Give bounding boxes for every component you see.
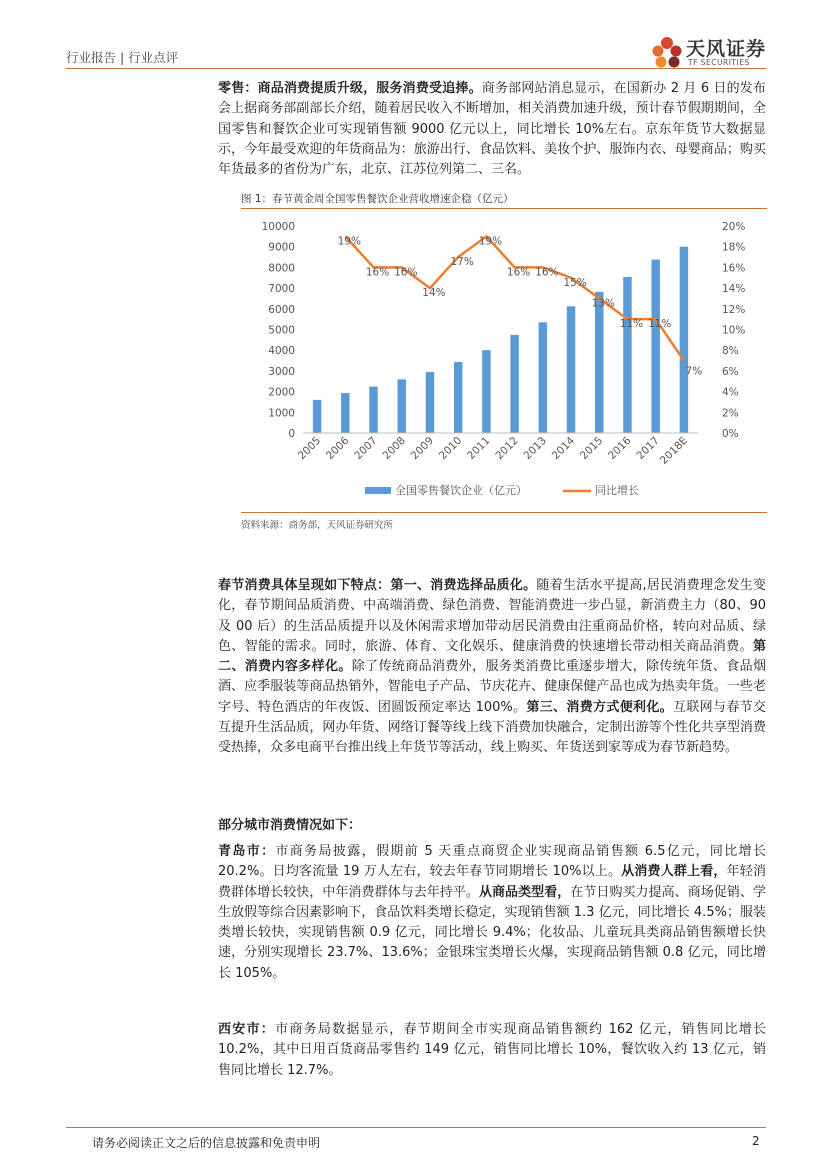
right-axis-tick: 16% [722, 262, 746, 275]
bar-2012 [510, 335, 518, 433]
right-axis-tick: 20% [722, 221, 746, 233]
growth-label-2011: 19% [478, 235, 503, 248]
right-axis-tick: 14% [722, 283, 746, 296]
x-tick-label: 2008 [380, 434, 408, 463]
x-tick-label: 2005 [295, 434, 324, 463]
header-divider [66, 68, 766, 69]
qingdao-lead-2: 从消费人群上看， [621, 864, 727, 880]
legend-bar-label: 全国零售餐饮企业（亿元） [395, 484, 527, 497]
growth-label-2017: 11% [648, 318, 672, 331]
logo-name: 天风证券 [686, 38, 767, 60]
left-axis-tick: 10000 [261, 221, 295, 233]
right-axis-tick: 12% [722, 303, 746, 316]
figure-top-rule [241, 208, 767, 209]
bar-2016 [623, 277, 631, 433]
x-tick-label: 2007 [352, 434, 380, 463]
right-axis-tick: 8% [722, 345, 739, 358]
qingdao-text-1: 市商务局披露，假期前 5 天重点商贸企业实现商品销售额 6.5亿元，同比增长 20.2%。日均客流量 19 万人左右，较去年春节同期增长 10%以上。 [218, 844, 766, 880]
growth-label-2014: 15% [563, 276, 587, 289]
growth-label-2012: 16% [506, 266, 531, 279]
x-tick-label: 2006 [324, 434, 352, 463]
bar-2010 [454, 362, 462, 433]
left-axis-tick: 6000 [268, 303, 295, 316]
features-paragraph [218, 576, 766, 759]
x-tick-label: 2009 [408, 434, 437, 463]
retail-lead: 零售：商品消费提质升级，服务消费受追捧。 [218, 81, 482, 96]
qingdao-paragraph [218, 842, 766, 984]
bar-2017 [651, 260, 659, 433]
left-axis-tick: 1000 [268, 407, 295, 420]
left-axis-tick: 4000 [268, 345, 295, 358]
legend-bar-swatch [365, 487, 391, 494]
figure-title: 图 1：春节黄金周全国零售餐饮企业营收增速企稳（亿元） [241, 193, 514, 205]
xian-lead: 西安市： [218, 1022, 276, 1037]
footer-divider [66, 1127, 766, 1128]
bar-2011 [482, 350, 490, 433]
qingdao-text-2: 年轻消费群体增长较快，中年消费群体与去年持平。 [218, 864, 766, 900]
growth-label-2008: 16% [394, 266, 418, 279]
x-tick-label: 2014 [549, 434, 578, 463]
bar-2018E [680, 247, 688, 433]
qingdao-lead: 青岛市： [218, 844, 276, 859]
page-number: 2 [752, 1134, 760, 1148]
feature-lead-1: 春节消费具体呈现如下特点：第一、消费选择品质化。 [218, 578, 537, 593]
growth-label-2013: 16% [535, 266, 559, 279]
retail-paragraph [218, 79, 766, 180]
left-axis-tick: 0 [288, 428, 295, 440]
retail-text: 商务部网站消息显示，在国新办 2 月 6 日的发布会上据商务部副部长介绍，随着居民收入不断增加，相关消费加速升级，预计春节假期期间，全国零售和餐饮企业可实现销售额 9000 亿元以上，同比增长 10%左右。京东年货节大数据显示，今年最受欢迎的年货商品为：旅游出行、食品饮料、美妆个护、服饰内衣、母婴商品；购买年货最多的省份为广东，北京、江苏位列第二、三名。 [218, 81, 766, 178]
growth-label-2007: 16% [365, 266, 390, 279]
bar-2008 [398, 379, 406, 433]
disclaimer-notice: 请务必阅读正文之后的信息披露和免责申明 [92, 1136, 321, 1150]
left-axis-tick: 8000 [268, 262, 295, 275]
left-axis-tick: 2000 [268, 386, 295, 399]
right-axis-tick: 0% [722, 428, 739, 440]
sales-growth-chart [241, 210, 767, 510]
logo-subtitle: TF SECURITIES [688, 58, 750, 67]
x-tick-label: 2018E [657, 434, 691, 467]
right-axis-tick: 6% [722, 365, 739, 378]
feature-text-1: 随着生活水平提高,居民消费理念发生变化，春节期间品质消费、中高端消费、绿色消费、智能消费进一步凸显，新消费主力（80、90 及 00 后）的生活品质提升以及休闲需求增加带动居民消费由注重商品价格，转向对品质、绿色、智能的需求。同时，旅游、体育、文化娱乐、健康消费的快速增长带动相关商品消费。 [218, 578, 766, 654]
feature-lead-2: 第二、消费内容多样化。 [218, 638, 766, 675]
growth-label-2018E: 7% [685, 365, 703, 378]
right-axis-tick: 10% [722, 324, 746, 337]
bar-2013 [539, 322, 547, 433]
xian-text: 市商务局数据显示，春节期间全市实现商品销售额约 162 亿元，销售同比增长 10.2%，其中日用百货商品零售约 149 亿元，销售同比增长 10%，餐饮收入约 13 亿元，销售同比增长 12.7%。 [218, 1022, 766, 1078]
feature-lead-3: 第三、消费方式便利化。 [526, 699, 674, 715]
left-axis-tick: 9000 [268, 241, 295, 254]
figure-source: 资料来源：商务部，天风证券研究所 [241, 520, 394, 531]
x-tick-label: 2017 [634, 434, 662, 463]
feature-text-2: 除了传统商品消费外，服务类消费比重逐步增大，除传统年货、食品烟酒、应季服装等商品热销外，智能电子产品、节庆花卉、健康保健产品也成为热卖年货。一些老字号、特色酒店的年夜饭、团圆饭预定率达 100%。 [218, 659, 766, 715]
growth-label-2015: 13% [591, 297, 615, 310]
bar-2015 [595, 292, 603, 433]
growth-label-2006: 19% [337, 235, 361, 248]
report-breadcrumb: 行业报告 | 行业点评 [66, 50, 179, 65]
x-tick-label: 2016 [606, 434, 634, 463]
bar-2014 [567, 306, 575, 433]
feature-text-3: 互联网与春节交互提升生活品质，网办年货、网络订餐等线上线下消费加快融合，定制出游等个性化共享型消费受热捧，众多电商平台推出线上年货节等活动，线上购买、年货送到家等成为春节新趋势。 [218, 699, 766, 756]
figure-bottom-rule [241, 512, 767, 513]
bar-2009 [426, 372, 434, 433]
growth-label-2009: 14% [422, 287, 446, 300]
right-axis-tick: 18% [722, 241, 746, 254]
legend-line-label: 同比增长 [595, 484, 639, 497]
x-tick-label: 2011 [465, 434, 493, 463]
left-axis-tick: 3000 [268, 365, 295, 378]
bar-2005 [313, 400, 321, 433]
x-tick-label: 2012 [493, 434, 521, 463]
x-tick-label: 2010 [436, 434, 465, 463]
left-axis-tick: 5000 [268, 324, 295, 337]
growth-label-2016: 11% [619, 318, 644, 331]
qingdao-lead-3: 从商品类型看， [478, 884, 571, 900]
bar-2006 [341, 393, 349, 433]
right-axis-tick: 4% [722, 386, 739, 399]
xian-paragraph [218, 1020, 766, 1081]
left-axis-tick: 7000 [268, 283, 295, 296]
x-tick-label: 2015 [577, 434, 606, 463]
qingdao-text-3: 在节日购买力提高、商场促销、学生放假等综合因素影响下，食品饮料类增长稳定，实现销售额 1.3 亿元，同比增长 4.5%；服装类增长较快，实现销售额 0.9 亿元，同比增长 9.4%；化妆品、儿童玩具类商品销售额增长快速，分别实现增长 23.7%、13.6%；金银珠宝类增长火爆，实现商品销售额 0.8 亿元，同比增长 105%。 [218, 884, 766, 981]
city-section-title: 部分城市消费情况如下： [218, 818, 362, 833]
growth-label-2010: 17% [450, 256, 474, 269]
bar-2007 [369, 387, 377, 433]
x-tick-label: 2013 [521, 434, 549, 463]
right-axis-tick: 2% [722, 407, 739, 420]
